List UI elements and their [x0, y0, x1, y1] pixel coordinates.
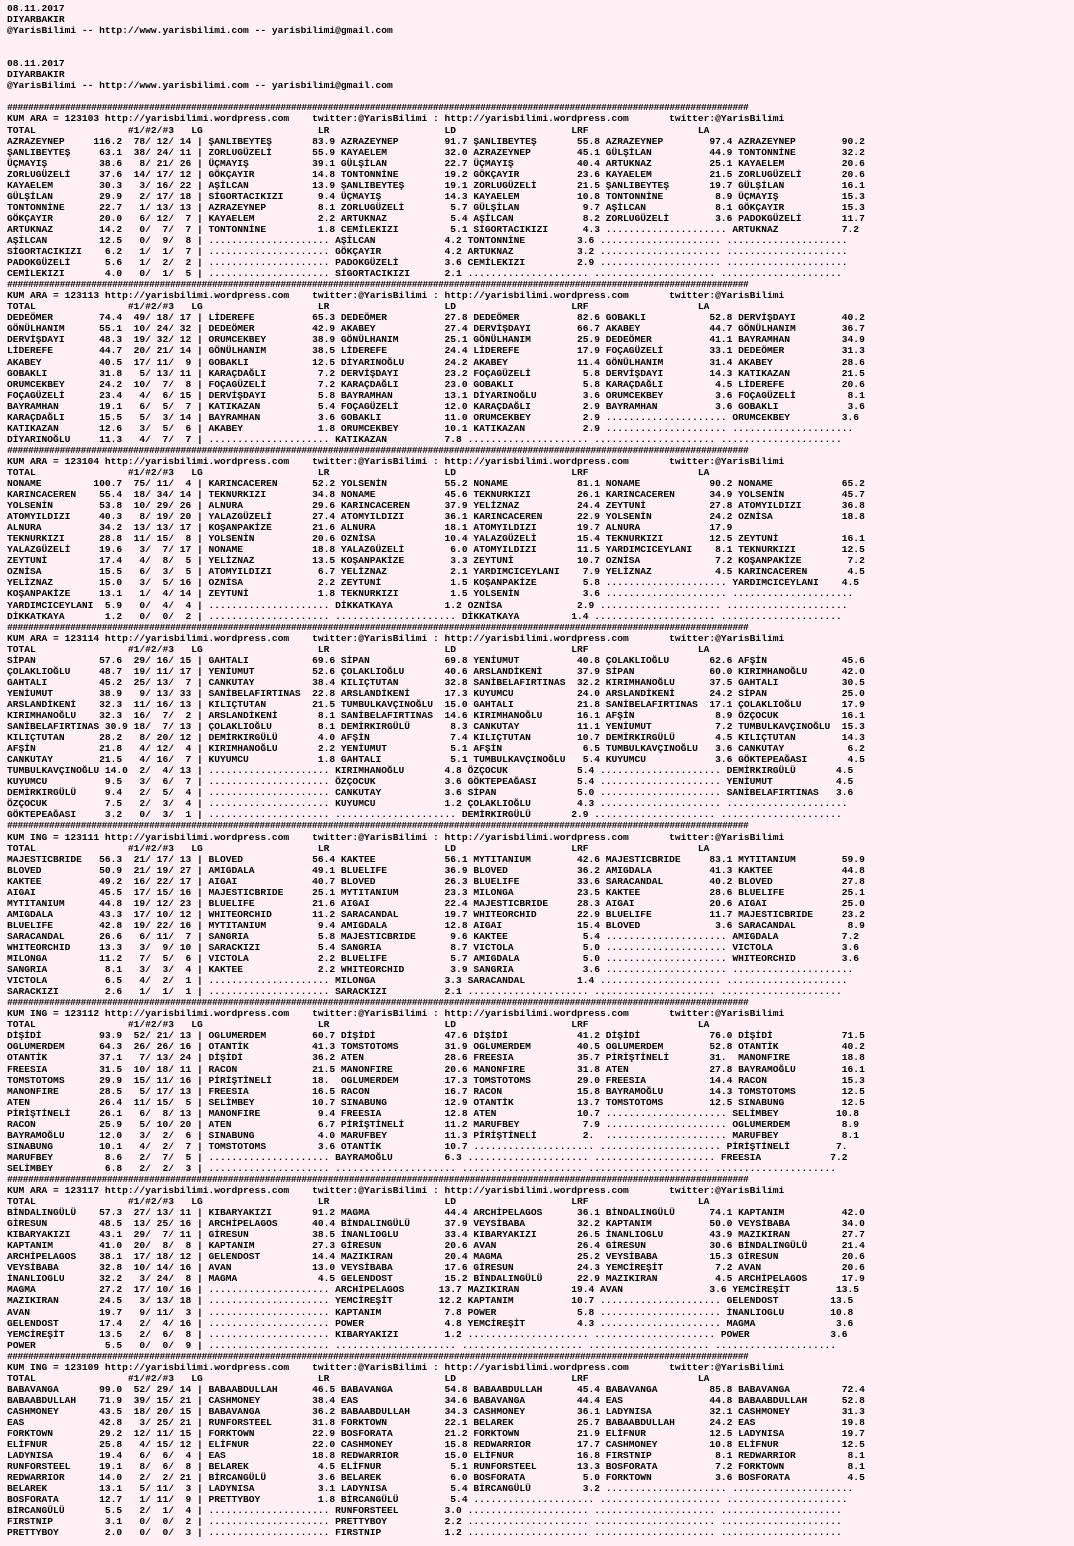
result-row: PRETTYBOY 2.0 0/ 0/ 3 | ..................... FIRSTNIP 1.2 ..................... ..................... .....................	[7, 1527, 842, 1539]
result-row: KAYAELEM 30.3 3/ 16/ 22 | AŞİLCAN 13.9 ŞANLIBEYTEŞ 19.1 ZORLUGÜZELİ 21.5 ŞANLIBEYTEŞ 19.7 GÜLŞİLAN 16.1	[7, 179, 865, 191]
result-row: RACON 25.9 5/ 10/ 20 | ATEN 6.7 PİRİŞTİNELİ 11.2 MARUFBEY 7.9 ..................... OGLUMERDEM 8.9	[7, 1118, 860, 1130]
result-row: CEMİLEKIZI 4.0 0/ 1/ 5 | ..................... SİGORTACIKIZI 2.1 ..................... ..................... .....................	[7, 268, 842, 280]
result-row: GAHTALI 45.2 25/ 13/ 7 | CANKUTAY 38.4 KILIÇTUTAN 32.8 SANİBELAFIRTINAS 32.2 KIRIMHANOĞLU 37.5 GAHTALI 30.5	[7, 676, 865, 688]
column-header-line: TOTAL #1/#2/#3 LG LR LD LRF LA	[7, 1196, 710, 1208]
result-row: KOŞANPAKİZE 13.1 1/ 4/ 14 | ZEYTUNİ 1.8 TEKNURKIZI 1.5 YOLSENİN 3.6 ..................... .....................	[7, 588, 854, 600]
result-row: KUYUMCU 9.5 3/ 6/ 7 | ..................... ÖZÇOCUK 3.6 GÖKTEPEAĞASI 5.4 ..................... YENİUMUT 4.5	[7, 776, 854, 788]
separator-line: #############################################################################################################################################	[7, 621, 749, 633]
result-row: GÜLŞİLAN 29.9 2/ 17/ 18 | SİGORTACIKIZI 9.4 ÜÇMAYIŞ 14.3 KAYAELEM 10.8 TONTONNİNE 8.9 ÜÇMAYIŞ 15.3	[7, 190, 865, 202]
result-row: GELENDOST 17.4 2/ 4/ 16 | ..................... POWER 4.8 YEMCİREŞİT 4.3 ..................... MAGMA 3.6	[7, 1317, 854, 1329]
result-row: PİRİŞTİNELİ 26.1 6/ 8/ 13 | MANONFIRE 9.4 FREESIA 12.8 ATEN 10.7 ..................... SELİMBEY 10.8	[7, 1107, 860, 1119]
result-row: FREESIA 31.5 10/ 18/ 11 | RACON 21.5 MANONFIRE 20.6 MANONFIRE 31.8 ATEN 27.8 BAYRAMOĞLU 16.1	[7, 1063, 865, 1075]
result-row: LADYNISA 19.4 6/ 6/ 4 | EAS 18.8 REDWARRIOR 15.0 ELİFNUR 16.8 FIRSTNIP 8.1 REDWARRIOR 8.1	[7, 1450, 865, 1462]
result-row: BABAABDULLAH 71.9 39/ 15/ 21 | CASHMONEY 38.4 EAS 34.6 BABAVANGA 44.4 EAS 44.8 BABAABDULLAH 52.8	[7, 1394, 865, 1406]
result-row: CASHMONEY 43.5 18/ 20/ 15 | BABAVANGA 36.2 BABAABDULLAH 34.3 CASHMONEY 36.1 LADYNISA 32.1 CASHMONEY 31.3	[7, 1405, 865, 1417]
result-row: SİGORTACIKIZI 6.2 1/ 1/ 7 | ..................... GÖKÇAYIR 4.2 ARTUKNAZ 3.2 ..................... .....................	[7, 246, 848, 258]
result-row: BLUELIFE 42.8 19/ 22/ 16 | MYTITANIUM 9.4 AMIGDALA 12.8 AIGAI 15.4 BLOVED 3.6 SARACANDAL 8.9	[7, 919, 865, 931]
race-report-document	[7, 3, 865, 1539]
result-row: KIRIMHANOĞLU 32.3 16/ 7/ 2 | ARSLANDİKENİ 8.1 SANİBELAFIRTINAS 14.6 KIRIMHANOĞLU 16.1 AFŞİN 8.9 ÖZÇOCUK 16.1	[7, 710, 865, 721]
result-row: MANONFIRE 28.5 5/ 17/ 13 | FREESIA 16.5 RACON 16.7 RACON 15.8 BAYRAMOĞLU 14.3 TOMSTOTOMS 12.5	[7, 1085, 865, 1097]
result-row: ÖZÇOCUK 7.5 2/ 3/ 4 | ..................... KUYUMCU 1.2 ÇOLAKLIOĞLU 4.3 ..................... .....................	[7, 798, 848, 810]
result-row: RUNFORSTEEL 19.1 8/ 6/ 8 | BELAREK 4.5 ELİFNUR 5.1 RUNFORSTEEL 13.3 BOSFORATA 7.2 FORKTOWN 8.1	[7, 1461, 865, 1473]
result-row: GOBAKLI 31.8 5/ 13/ 11 | KARAÇDAĞLI 7.2 DERVİŞDAYI 23.2 FOÇAGÜZELİ 5.8 DERVİŞDAYI 14.3 KATIKAZAN 21.5	[7, 367, 865, 379]
result-row: AMIGDALA 43.3 17/ 10/ 12 | WHITEORCHID 11.2 SARACANDAL 19.7 WHITEORCHID 22.9 BLUELIFE 11.7 MAJESTICBRIDE 23.2	[7, 908, 865, 920]
result-row: DİYARINOĞLU 11.3 4/ 7/ 7 | ..................... KATIKAZAN 7.8 ..................... ..................... .....................	[7, 433, 842, 445]
result-row: MAZIKIRAN 24.5 3/ 13/ 18 | ..................... YEMCİREŞİT 12.2 KAPTANIM 10.7 ..................... GELENDOST 13.5	[7, 1295, 854, 1307]
result-row: OGLUMERDEM 64.3 26/ 26/ 16 | OTANTİK 41.3 TOMSTOTOMS 31.9 OGLUMERDEM 40.5 OGLUMERDEM 52.8 OTANTİK 40.2	[7, 1041, 865, 1053]
result-row: KAPTANIM 41.0 20/ 8/ 8 | KAPTANIM 27.3 GİRESUN 20.6 AVAN 26.4 GİRESUN 30.6 BİNDALINGÜLÜ 21.4	[7, 1240, 865, 1252]
result-row: DEDEÖMER 74.4 49/ 18/ 17 | LİDEREFE 65.3 DEDEÖMER 27.8 DEDEÖMER 82.6 GOBAKLI 52.8 DERVİŞDAYI 40.2	[7, 312, 865, 324]
race-title-line: KUM ARA = 123113 http://yarisbilimi.wordpress.com twitter:@YarisBilimi : http://yarisbilimi.wordpress.com twitter:@YarisBilimi	[7, 290, 785, 302]
result-row: ARTUKNAZ 14.2 0/ 7/ 7 | TONTONNİNE 1.8 CEMİLEKIZI 5.1 SİGORTACIKIZI 4.3 ..................... ARTUKNAZ 7.2	[7, 223, 860, 235]
column-header-line: TOTAL #1/#2/#3 LG LR LD LRF LA	[7, 124, 710, 136]
result-row: MILONGA 11.2 7/ 5/ 6 | VICTOLA 2.2 BLUELIFE 5.7 AMIGDALA 5.0 ..................... WHITEORCHID 3.6	[7, 953, 860, 965]
result-row: BABAVANGA 99.0 52/ 29/ 14 | BABAABDULLAH 46.5 BABAVANGA 54.8 BABAABDULLAH 45.4 BABAVANGA 85.8 BABAVANGA 72.4	[7, 1383, 865, 1395]
result-row: TOMSTOTOMS 29.9 15/ 11/ 16 | PİRİŞTİNELİ 18. OGLUMERDEM 17.3 TOMSTOTOMS 29.0 FREESIA 14.4 RACON 15.3	[7, 1074, 865, 1086]
race-title-line: KUM ING = 123111 http://yarisbilimi.wordpress.com twitter:@YarisBilimi : http://yarisbilimi.wordpress.com twitter:@YarisBilimi	[7, 831, 785, 843]
result-row: ELİFNUR 25.8 4/ 15/ 12 | ELİFNUR 22.0 CASHMONEY 15.8 REDWARRIOR 17.7 CASHMONEY 10.8 ELİFNUR 12.5	[7, 1439, 865, 1451]
result-row: REDWARRIOR 14.0 2/ 2/ 21 | BİRCANGÜLÜ 3.6 BELAREK 6.0 BOSFORATA 5.0 FORKTOWN 3.6 BOSFORATA 4.5	[7, 1472, 865, 1484]
header-line: DIYARBAKIR	[7, 69, 65, 81]
result-row: BELAREK 13.1 5/ 11/ 3 | LADYNISA 3.1 LADYNISA 5.4 BİRCANGÜLÜ 3.2 ..................... .....................	[7, 1483, 854, 1495]
column-header-line: TOTAL #1/#2/#3 LG LR LD LRF LA	[7, 1372, 710, 1384]
result-row: AIGAI 45.5 17/ 15/ 16 | MAJESTICBRIDE 25.1 MYTITANIUM 23.3 MILONGA 23.5 KAKTEE 28.6 BLUELIFE 25.1	[7, 886, 865, 898]
result-row: YARDIMCICEYLANI 5.9 0/ 4/ 4 | ..................... DİKKATKAYA 1.2 OZNİSA 2.9 ..................... .....................	[7, 599, 848, 611]
result-row: SANİBELAFIRTINAS 30.9 18/ 7/ 13 | ÇOLAKLIOĞLU 8.1 DEMİRKIRGÜLÜ 8.3 CANKUTAY 11.1 YENİUMUT 7.2 TUMBULKAVÇINOĞLU 15.3	[7, 721, 865, 733]
result-row: ARSLANDİKENİ 32.3 11/ 16/ 13 | KILIÇTUTAN 21.5 TUMBULKAVÇINOĞLU 15.0 GAHTALI 21.8 SANİBELAFIRTINAS 17.1 ÇOLAKLIOĞLU 17.9	[7, 698, 865, 710]
result-row: DEMİRKIRGÜLÜ 9.4 2/ 5/ 4 | ..................... CANKUTAY 3.6 SİPAN 5.0 ..................... SANİBELAFIRTINAS 3.6	[7, 787, 854, 799]
result-row: BİRCANGÜLÜ 5.5 2/ 1/ 4 | ..................... RUNFORSTEEL 3.0 ..................... ..................... .....................	[7, 1505, 842, 1517]
result-row: CANKUTAY 21.5 4/ 16/ 7 | KUYUMCU 1.8 GAHTALI 5.1 TUMBULKAVÇINOĞLU 5.4 KUYUMCU 3.6 GÖKTEPEAĞASI 4.5	[7, 754, 865, 766]
result-row: ORUMCEKBEY 24.2 10/ 7/ 8 | FOÇAGÜZELİ 7.2 KARAÇDAĞLI 23.0 GOBAKLI 5.8 KARAÇDAĞLI 4.5 LİDEREFE 20.6	[7, 378, 865, 390]
result-row: GİRESUN 48.5 13/ 25/ 16 | ARCHİPELAGOS 40.4 BİNDALINGÜLÜ 37.9 VEYSİBABA 32.2 KAPTANIM 50.0 VEYSİBABA 34.0	[7, 1218, 865, 1230]
result-row: SELİMBEY 6.8 2/ 2/ 3 | ..................... ..................... ..................... ..................... .....................	[7, 1162, 837, 1174]
result-row: AZRAZEYNEP 116.2 78/ 12/ 14 | ŞANLIBEYTEŞ 83.9 AZRAZEYNEP 91.7 ŞANLIBEYTEŞ 55.8 AZRAZEYNEP 97.4 AZRAZEYNEP 90.2	[7, 135, 865, 147]
result-row: YOLSENİN 53.8 10/ 29/ 26 | ALNURA 29.6 KARINCACEREN 37.9 YELİZNAZ 24.4 ZEYTUNİ 27.8 ATOMYILDIZI 36.8	[7, 500, 865, 512]
result-row: ATEN 26.4 11/ 15/ 5 | SELİMBEY 10.7 SINABUNG 12.9 OTANTİK 13.7 TOMSTOTOMS 12.5 SINABUNG 12.5	[7, 1096, 865, 1108]
result-row: YEMCİREŞİT 13.5 2/ 6/ 8 | ..................... KIBARYAKIZI 1.2 ..................... ..................... POWER 3.6	[7, 1328, 848, 1340]
result-row: BAYRAMHAN 19.1 6/ 5/ 7 | KATIKAZAN 5.4 FOÇAGÜZELİ 12.0 KARAÇDAĞLI 2.9 BAYRAMHAN 3.6 GOBAKLI 3.6	[7, 400, 865, 412]
result-row: YENİUMUT 38.9 9/ 13/ 33 | SANİBELAFIRTINAS 22.8 ARSLANDİKENİ 17.3 KUYUMCU 24.0 ARSLANDİKENİ 24.2 SİPAN 25.0	[7, 687, 865, 699]
result-row: SİPAN 57.6 29/ 16/ 15 | GAHTALI 69.6 SİPAN 69.8 YENİUMUT 40.8 ÇOLAKLIOĞLU 62.6 AFŞİN 45.6	[7, 654, 865, 666]
result-row: MAGMA 27.2 17/ 10/ 16 | ..................... ARCHİPELAGOS 13.7 MAZIKIRAN 19.4 AVAN 3.6 YEMCİREŞİT 13.5	[7, 1284, 860, 1296]
separator-line: #############################################################################################################################################	[7, 1173, 749, 1185]
result-row: FIRSTNIP 3.1 0/ 0/ 2 | ..................... PRETTYBOY 2.2 ..................... ..................... .....................	[7, 1516, 842, 1528]
result-row: VICTOLA 6.5 4/ 2/ 1 | ..................... MILONGA 3.3 SARACANDAL 1.4 ..................... .....................	[7, 975, 848, 987]
result-row: GÖNÜLHANIM 55.1 10/ 24/ 32 | DEDEÖMER 42.9 AKABEY 27.4 DERVİŞDAYI 66.7 AKABEY 44.7 GÖNÜLHANIM 36.7	[7, 323, 865, 335]
result-row: ZEYTUNİ 17.4 4/ 8/ 5 | YELİZNAZ 13.5 KOŞANPAKİZE 3.3 ZEYTUNİ 10.7 OZNİSA 7.2 KOŞANPAKİZE 7.2	[7, 555, 865, 567]
header-line: 08.11.2017	[7, 58, 65, 70]
header-line	[7, 47, 865, 58]
header-line: @YarisBilimi -- http://www.yarisbilimi.com -- yarisbilimi@gmail.com	[7, 25, 393, 37]
result-row: AFŞİN 21.8 4/ 12/ 4 | KIRIMHANOĞLU 2.2 YENİUMUT 5.1 AFŞİN 6.5 TUMBULKAVÇINOĞLU 3.6 CANKUTAY 6.2	[7, 743, 865, 755]
result-row: ÇOLAKLIOĞLU 48.7 19/ 11/ 17 | YENİUMUT 52.6 ÇOLAKLIOĞLU 40.6 ARSLANDİKENİ 37.9 SİPAN 60.0 KIRIMHANOĞLU 42.0	[7, 665, 865, 677]
result-row: DERVİŞDAYI 48.3 19/ 32/ 12 | ORUMCEKBEY 38.9 GÖNÜLHANIM 25.1 GÖNÜLHANIM 25.9 DEDEÖMER 41.1 BAYRAMHAN 34.9	[7, 334, 865, 346]
result-row: OTANTİK 37.1 7/ 13/ 24 | DİŞİDİ 36.2 ATEN 28.6 FREESIA 35.7 PİRİŞTİNELİ 31. MANONFIRE 18.8	[7, 1052, 865, 1064]
column-header-line: TOTAL #1/#2/#3 LG LR LD LRF LA	[7, 643, 710, 655]
result-row: NONAME 100.7 75/ 11/ 4 | KARINCACEREN 52.2 YOLSENİN 55.2 NONAME 81.1 NONAME 90.2 NONAME 65.2	[7, 478, 865, 490]
result-row: EAS 42.8 3/ 25/ 21 | RUNFORSTEEL 31.8 FORKTOWN 22.1 BELAREK 25.7 BABAABDULLAH 24.2 EAS 19.8	[7, 1417, 865, 1428]
result-row: KAKTEE 49.2 16/ 22/ 17 | AIGAI 40.7 BLOVED 26.3 BLUELIFE 33.6 SARACANDAL 40.2 BLOVED 27.8	[7, 875, 865, 887]
result-row: MAJESTICBRIDE 56.3 21/ 17/ 13 | BLOVED 56.4 KAKTEE 56.1 MYTITANIUM 42.6 MAJESTICBRIDE 83.1 MYTITANIUM 59.9	[7, 853, 865, 865]
result-row: ATOMYILDIZI 40.3 8/ 19/ 20 | YALAZGÜZELİ 27.4 ATOMYILDIZI 36.1 KARINCACEREN 22.9 YOLSENİN 24.2 OZNİSA 18.8	[7, 511, 865, 523]
result-row: KATIKAZAN 12.6 3/ 5/ 6 | AKABEY 1.8 ORUMCEKBEY 10.1 KATIKAZAN 2.9 ..................... .....................	[7, 422, 854, 434]
result-row: ALNURA 34.2 13/ 13/ 17 | KOŞANPAKİZE 21.6 ALNURA 18.1 ATOMYILDIZI 19.7 ALNURA 17.9	[7, 522, 733, 534]
result-row: YALAZGÜZELİ 19.6 3/ 7/ 17 | NONAME 18.8 YALAZGÜZELİ 6.0 ATOMYILDIZI 11.5 YARDIMCICEYLANI 8.1 TEKNURKIZI 12.5	[7, 544, 865, 556]
result-row: SINABUNG 10.1 4/ 2/ 7 | TOMSTOTOMS 3.6 OTANTİK 10.7 ..................... ..................... PİRİŞTİNELİ 7.	[7, 1140, 848, 1152]
result-row: ŞANLIBEYTEŞ 63.1 38/ 24/ 11 | ZORLUGÜZELİ 55.9 KAYAELEM 32.0 AZRAZEYNEP 45.1 GÜLŞİLAN 44.9 TONTONNİNE 32.2	[7, 146, 865, 158]
result-row: BLOVED 50.9 21/ 19/ 27 | AMIGDALA 49.1 BLUELIFE 36.9 BLOVED 36.2 AMIGDALA 41.3 KAKTEE 44.8	[7, 864, 865, 876]
result-row: GÖKTEPEAĞASI 3.2 0/ 3/ 1 | ..................... ..................... DEMİRKIRGÜLÜ 2.9 ..................... .....................	[7, 809, 842, 821]
column-header-line: TOTAL #1/#2/#3 LG LR LD LRF LA	[7, 466, 710, 478]
result-row: BOSFORATA 12.7 1/ 11/ 9 | PRETTYBOY 1.8 BİRCANGÜLÜ 5.4 ..................... ..................... .....................	[7, 1494, 848, 1506]
result-row: SANGRIA 8.1 3/ 3/ 4 | KAKTEE 2.2 WHITEORCHID 3.9 SANGRIA 3.6 ..................... .....................	[7, 964, 854, 976]
result-row: TONTONNİNE 22.7 1/ 13/ 13 | AZRAZEYNEP 8.1 ZORLUGÜZELİ 5.7 GÜLŞİLAN 9.7 AŞİLCAN 8.1 GÖKÇAYIR 15.3	[7, 201, 865, 213]
race-title-line: KUM ARA = 123104 http://yarisbilimi.wordpress.com twitter:@YarisBilimi : http://yarisbilimi.wordpress.com twitter:@YarisBilimi	[7, 455, 785, 467]
header-line: 08.11.2017	[7, 3, 65, 14]
result-row: MYTITANIUM 44.8 19/ 12/ 23 | BLUELIFE 21.6 AIGAI 22.4 MAJESTICBRIDE 28.3 AIGAI 20.6 AIGAI 25.0	[7, 897, 865, 909]
header-line	[7, 36, 865, 47]
separator-line: #############################################################################################################################################	[7, 820, 749, 832]
result-row: KILIÇTUTAN 28.2 8/ 20/ 12 | DEMİRKIRGÜLÜ 4.0 AFŞİN 7.4 KILIÇTUTAN 10.7 DEMİRKIRGÜLÜ 4.5 KILIÇTUTAN 14.3	[7, 732, 865, 744]
result-row: AKABEY 40.5 17/ 11/ 9 | GOBAKLI 12.5 DİYARINOĞLU 24.2 AKABEY 11.4 GÖNÜLHANIM 31.4 AKABEY 28.6	[7, 356, 865, 368]
race-title-line: KUM ING = 123109 http://yarisbilimi.wordpress.com twitter:@YarisBilimi : http://yarisbilimi.wordpress.com twitter:@YarisBilimi	[7, 1361, 785, 1373]
result-row: BAYRAMOĞLU 12.0 3/ 2/ 6 | SINABUNG 4.0 MARUFBEY 11.3 PİRİŞTİNELİ 2. ..................... MARUFBEY 8.1	[7, 1129, 860, 1141]
result-row: SARACKIZI 2.6 1/ 1/ 1 | ..................... SARACKIZI 2.1 ..................... ..................... .....................	[7, 986, 842, 998]
result-row: PADOKGÜZELİ 5.6 1/ 2/ 2 | ..................... PADOKGÜZELİ 3.6 CEMİLEKIZI 2.9 ..................... .....................	[7, 257, 848, 269]
result-row: KIBARYAKIZI 43.1 29/ 7/ 11 | GİRESUN 38.5 İNANLIOGLU 33.4 KIBARYAKIZI 26.5 İNANLIOGLU 43.9 MAZIKIRAN 27.7	[7, 1229, 865, 1241]
result-row: DİKKATKAYA 1.2 0/ 0/ 2 | ..................... ..................... DİKKATKAYA 1.4 ..................... .....................	[7, 610, 842, 622]
result-row: MARUFBEY 8.6 2/ 7/ 5 | ..................... BAYRAMOĞLU 6.3 ..................... ..................... FREESIA 7.2	[7, 1151, 848, 1163]
race-title-line: KUM ING = 123112 http://yarisbilimi.wordpress.com twitter:@YarisBilimi : http://yarisbilimi.wordpress.com twitter:@YarisBilimi	[7, 1008, 785, 1020]
result-row: TUMBULKAVÇINOĞLU 14.0 2/ 4/ 13 | ..................... KIRIMHANOĞLU 4.8 ÖZÇOCUK 5.4 ..................... DEMİRKIRGÜLÜ 4.5	[7, 765, 854, 777]
result-row: ARCHİPELAGOS 38.1 17/ 18/ 12 | GELENDOST 14.4 MAZIKIRAN 20.4 MAGMA 25.2 VEYSİBABA 15.3 GİRESUN 20.6	[7, 1251, 865, 1263]
result-row: POWER 5.5 0/ 0/ 9 | ..................... ..................... ..................... ..................... .....................	[7, 1339, 837, 1351]
result-row: KARINCACEREN 55.4 18/ 34/ 14 | TEKNURKIZI 34.8 NONAME 45.6 TEKNURKIZI 26.1 KARINCACEREN 34.9 YOLSENİN 45.7	[7, 489, 865, 501]
race-title-line: KUM ARA = 123114 http://yarisbilimi.wordpress.com twitter:@YarisBilimi : http://yarisbilimi.wordpress.com twitter:@YarisBilimi	[7, 632, 785, 644]
result-row: OZNİSA 15.5 6/ 3/ 5 | ATOMYILDIZI 6.7 YELİZNAZ 2.1 YARDIMCICEYLANI 7.9 YELİZNAZ 4.5 KARINCACEREN 4.5	[7, 566, 865, 578]
separator-line: #############################################################################################################################################	[7, 102, 749, 114]
separator-line: #############################################################################################################################################	[7, 1350, 749, 1362]
result-row: ÜÇMAYIŞ 38.6 8/ 21/ 26 | ÜÇMAYIŞ 39.1 GÜLŞİLAN 22.7 ÜÇMAYIŞ 40.4 ARTUKNAZ 25.1 KAYAELEM 20.6	[7, 157, 865, 169]
column-header-line: TOTAL #1/#2/#3 LG LR LD LRF LA	[7, 1019, 710, 1031]
result-row: TEKNURKIZI 28.8 11/ 15/ 8 | YOLSENİN 20.6 OZNİSA 10.4 YALAZGÜZELİ 15.4 TEKNURKIZI 12.5 ZEYTUNİ 16.1	[7, 533, 865, 545]
header-line: @YarisBilimi -- http://www.yarisbilimi.com -- yarisbilimi@gmail.com	[7, 80, 393, 92]
separator-line: #############################################################################################################################################	[7, 997, 749, 1009]
result-row: KARAÇDAĞLI 15.5 5/ 3/ 14 | BAYRAMHAN 3.6 GOBAKLI 11.0 ORUMCEKBEY 2.9 ..................... ORUMCEKBEY 3.6	[7, 411, 860, 423]
column-header-line: TOTAL #1/#2/#3 LG LR LD LRF LA	[7, 301, 710, 313]
result-row: AŞİLCAN 12.5 0/ 9/ 8 | ..................... AŞİLCAN 4.2 TONTONNİNE 3.6 ..................... .....................	[7, 234, 848, 246]
result-row: BİNDALINGÜLÜ 57.3 27/ 13/ 11 | KIBARYAKIZI 91.2 MAGMA 44.4 ARCHİPELAGOS 36.1 BİNDALINGÜLÜ 74.1 KAPTANIM 42.0	[7, 1207, 865, 1219]
result-row: WHITEORCHID 13.3 3/ 9/ 10 | SARACKIZI 5.4 SANGRIA 8.7 VICTOLA 5.0 ..................... VICTOLA 3.6	[7, 941, 860, 953]
race-title-line: KUM ARA = 123103 http://yarisbilimi.wordpress.com twitter:@YarisBilimi : http://yarisbilimi.wordpress.com twitter:@YarisBilimi	[7, 113, 785, 125]
column-header-line: TOTAL #1/#2/#3 LG LR LD LRF LA	[7, 842, 710, 854]
result-row: ZORLUGÜZELİ 37.6 14/ 17/ 12 | GÖKÇAYIR 14.8 TONTONNİNE 19.2 GÖKÇAYIR 23.6 KAYAELEM 21.5 ZORLUGÜZELİ 20.6	[7, 168, 865, 180]
result-row: FOÇAGÜZELİ 23.4 4/ 6/ 15 | DERVİŞDAYI 5.8 BAYRAMHAN 13.1 DİYARINOĞLU 3.6 ORUMCEKBEY 3.6 FOÇAGÜZELİ 8.1	[7, 389, 865, 401]
result-row: AVAN 19.7 9/ 11/ 3 | ..................... KAPTANIM 7.8 POWER 5.8 ..................... İNANLIOGLU 10.8	[7, 1306, 854, 1318]
result-row: VEYSİBABA 32.8 10/ 14/ 16 | AVAN 13.0 VEYSİBABA 17.6 GİRESUN 24.3 YEMCİREŞİT 7.2 AVAN 20.6	[7, 1262, 865, 1274]
result-row: DİŞİDİ 93.9 52/ 21/ 13 | OGLUMERDEM 60.7 DİŞİDİ 47.6 DİŞİDİ 41.2 DİŞİDİ 76.0 DİŞİDİ 71.5	[7, 1030, 865, 1042]
separator-line: #############################################################################################################################################	[7, 279, 749, 291]
result-row: LİDEREFE 44.7 20/ 21/ 14 | GÖNÜLHANIM 38.5 LİDEREFE 24.4 LİDEREFE 17.9 FOÇAGÜZELİ 33.1 DEDEÖMER 31.3	[7, 345, 865, 357]
result-row: YELİZNAZ 15.0 3/ 5/ 16 | OZNİSA 2.2 ZEYTUNİ 1.5 KOŞANPAKİZE 5.8 ..................... YARDIMCICEYLANI 4.5	[7, 577, 860, 589]
race-title-line: KUM ARA = 123117 http://yarisbilimi.wordpress.com twitter:@YarisBilimi : http://yarisbilimi.wordpress.com twitter:@YarisBilimi	[7, 1185, 785, 1197]
result-row: SARACANDAL 26.6 6/ 11/ 7 | SANGRIA 5.8 MAJESTICBRIDE 9.6 KAKTEE 5.4 ..................... AMIGDALA 7.2	[7, 930, 860, 942]
result-row: GÖKÇAYIR 20.0 6/ 12/ 7 | KAYAELEM 2.2 ARTUKNAZ 5.4 AŞİLCAN 8.2 ZORLUGÜZELİ 3.6 PADOKGÜZELİ 11.7	[7, 212, 865, 224]
result-row: İNANLIOGLU 32.2 3/ 24/ 8 | MAGMA 4.5 GELENDOST 15.2 BİNDALINGÜLÜ 22.9 MAZIKIRAN 4.5 ARCHİPELAGOS 17.9	[7, 1273, 865, 1285]
separator-line: #############################################################################################################################################	[7, 444, 749, 456]
result-row: FORKTOWN 29.2 12/ 11/ 15 | FORKTOWN 22.9 BOSFORATA 21.2 FORKTOWN 21.9 ELİFNUR 12.5 LADYNISA 19.7	[7, 1428, 865, 1440]
header-line: DIYARBAKIR	[7, 14, 65, 26]
header-line	[7, 91, 865, 102]
